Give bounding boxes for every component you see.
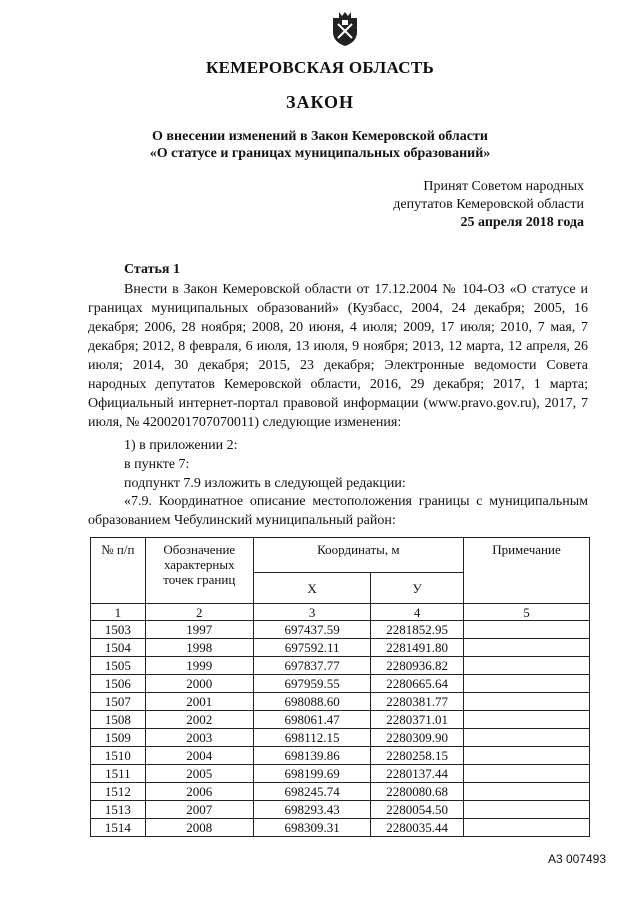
table-cell-x: 698061.47	[253, 711, 371, 729]
serial-stamp: А3 007493	[547, 852, 606, 866]
table-cell-n: 1509	[91, 729, 146, 747]
table-cell-x: 698309.31	[253, 819, 371, 837]
table-cell-p: 2008	[145, 819, 253, 837]
table-row	[91, 675, 590, 693]
table-cell-p: 1997	[145, 621, 253, 639]
table-cell-x: 697592.11	[253, 639, 371, 657]
table-cell-x: 697837.77	[253, 657, 371, 675]
table-cell-x: 698088.60	[253, 693, 371, 711]
table-cell-note	[463, 783, 589, 801]
table-cell-note	[463, 657, 589, 675]
table-cell-y: 2280080.68	[371, 783, 464, 801]
table-cell-n: 1514	[91, 819, 146, 837]
table-cell-note	[463, 729, 589, 747]
table-cell-note	[463, 819, 589, 837]
table-cell-note	[463, 675, 589, 693]
table-cell-p: 2006	[145, 783, 253, 801]
header-note: Примечание	[463, 538, 589, 604]
table-cell-note	[463, 765, 589, 783]
table-cell-n: 1512	[91, 783, 146, 801]
table-cell-x: 698139.86	[253, 747, 371, 765]
table-row	[91, 657, 590, 675]
article-title: Статья 1	[124, 262, 180, 277]
table-row	[91, 711, 590, 729]
table-cell-y: 2280258.15	[371, 747, 464, 765]
table-cell-n: 1504	[91, 639, 146, 657]
table-cell-y: 2280936.82	[371, 657, 464, 675]
adoption-line-2: депутатов Кемеровской области	[393, 197, 584, 212]
table-cell-note	[463, 693, 589, 711]
table-cell-p: 2007	[145, 801, 253, 819]
table-cell-p: 1999	[145, 657, 253, 675]
table-cell-y: 2280371.01	[371, 711, 464, 729]
point-1: 1) в приложении 2:	[124, 438, 238, 453]
header-designation: Обозначение характерных точек границ	[145, 538, 253, 604]
table-cell-p: 2000	[145, 675, 253, 693]
header-num: № п/п	[91, 538, 146, 604]
table-cell-x: 698199.69	[253, 765, 371, 783]
subpoint-description: «7.9. Координатное описание местоположения границы с муниципальным образованием Чебулинский муниципальный район:	[88, 494, 588, 528]
table-cell-y: 2280665.64	[371, 675, 464, 693]
intro-paragraph: Внести в Закон Кемеровской области от 17.12.2004 № 104-ОЗ «О статусе и границах муниципальных образований» (Кузбасс, 2004, 24 декабря; 2005, 16 декабря; 2006, 28 ноября; 2008, 20 июня, 4 июля; 2009, 17 июля; 2010, 7 мая, 7 декабря; 2012, 8 февраля, 6 июля, 13 июля, 9 ноября; 2013, 12 марта, 12 апреля, 26 июля; 2014, 30 декабря; 2015, 23 декабря; Электронные ведомости Совета народных депутатов Кемеровской области, 2016, 29 декабря; 2017, 1 марта; Официальный интернет-портал правовой информации (www.pravo.gov.ru), 2017, 7 июля, № 4200201707070011) следующие изменения:	[88, 282, 588, 430]
table-cell-p: 2004	[145, 747, 253, 765]
coat-of-arms-icon	[329, 10, 361, 48]
subtitle-line-2: «О статусе и границах муниципальных образований»	[149, 146, 491, 161]
table-cell-p: 2003	[145, 729, 253, 747]
table-cell-y: 2280309.90	[371, 729, 464, 747]
col-number: 5	[463, 604, 589, 621]
table-row	[91, 693, 590, 711]
col-number: 2	[145, 604, 253, 621]
col-number: 4	[371, 604, 464, 621]
table-cell-p: 2005	[145, 765, 253, 783]
col-number: 3	[253, 604, 371, 621]
table-cell-note	[463, 711, 589, 729]
subtitle-line-1: О внесении изменений в Закон Кемеровской области	[152, 129, 488, 144]
table-cell-y: 2281491.80	[371, 639, 464, 657]
table-cell-x: 697437.59	[253, 621, 371, 639]
adoption-line-1: Принят Советом народных	[423, 179, 584, 194]
col-number: 1	[91, 604, 146, 621]
table-cell-n: 1511	[91, 765, 146, 783]
table-cell-n: 1507	[91, 693, 146, 711]
table-cell-y: 2280137.44	[371, 765, 464, 783]
table-cell-n: 1503	[91, 621, 146, 639]
table-cell-n: 1513	[91, 801, 146, 819]
coordinates-table	[90, 537, 590, 837]
adoption-date: 25 апреля 2018 года	[460, 215, 584, 230]
table-cell-p: 2002	[145, 711, 253, 729]
table-cell-y: 2280381.77	[371, 693, 464, 711]
table-row	[91, 783, 590, 801]
law-subtitle	[0, 128, 640, 162]
point-2: в пункте 7:	[124, 457, 190, 472]
table-row	[91, 765, 590, 783]
table-row	[91, 639, 590, 657]
table-cell-p: 2001	[145, 693, 253, 711]
table-cell-p: 1998	[145, 639, 253, 657]
table-row	[91, 819, 590, 837]
table-cell-y: 2281852.95	[371, 621, 464, 639]
table-cell-x: 698293.43	[253, 801, 371, 819]
table-cell-note	[463, 747, 589, 765]
adoption-block	[324, 178, 584, 232]
table-cell-n: 1505	[91, 657, 146, 675]
table-row	[91, 621, 590, 639]
table-cell-x: 698245.74	[253, 783, 371, 801]
document-type: ЗАКОН	[285, 92, 355, 112]
table-cell-note	[463, 801, 589, 819]
header-x: X	[253, 573, 371, 604]
article-intro	[88, 280, 588, 432]
header-coords: Координаты, м	[253, 538, 463, 573]
table-cell-y: 2280035.44	[371, 819, 464, 837]
table-cell-y: 2280054.50	[371, 801, 464, 819]
region-title: КЕМЕРОВСКАЯ ОБЛАСТЬ	[206, 58, 434, 77]
table-cell-note	[463, 639, 589, 657]
table-cell-note	[463, 621, 589, 639]
table-cell-x: 697959.55	[253, 675, 371, 693]
table-row	[91, 729, 590, 747]
table-cell-n: 1506	[91, 675, 146, 693]
table-row	[91, 801, 590, 819]
table-row	[91, 747, 590, 765]
table-cell-n: 1510	[91, 747, 146, 765]
point-3: подпункт 7.9 изложить в следующей редакции:	[124, 476, 406, 491]
header-y: У	[371, 573, 464, 604]
table-cell-x: 698112.15	[253, 729, 371, 747]
table-cell-n: 1508	[91, 711, 146, 729]
